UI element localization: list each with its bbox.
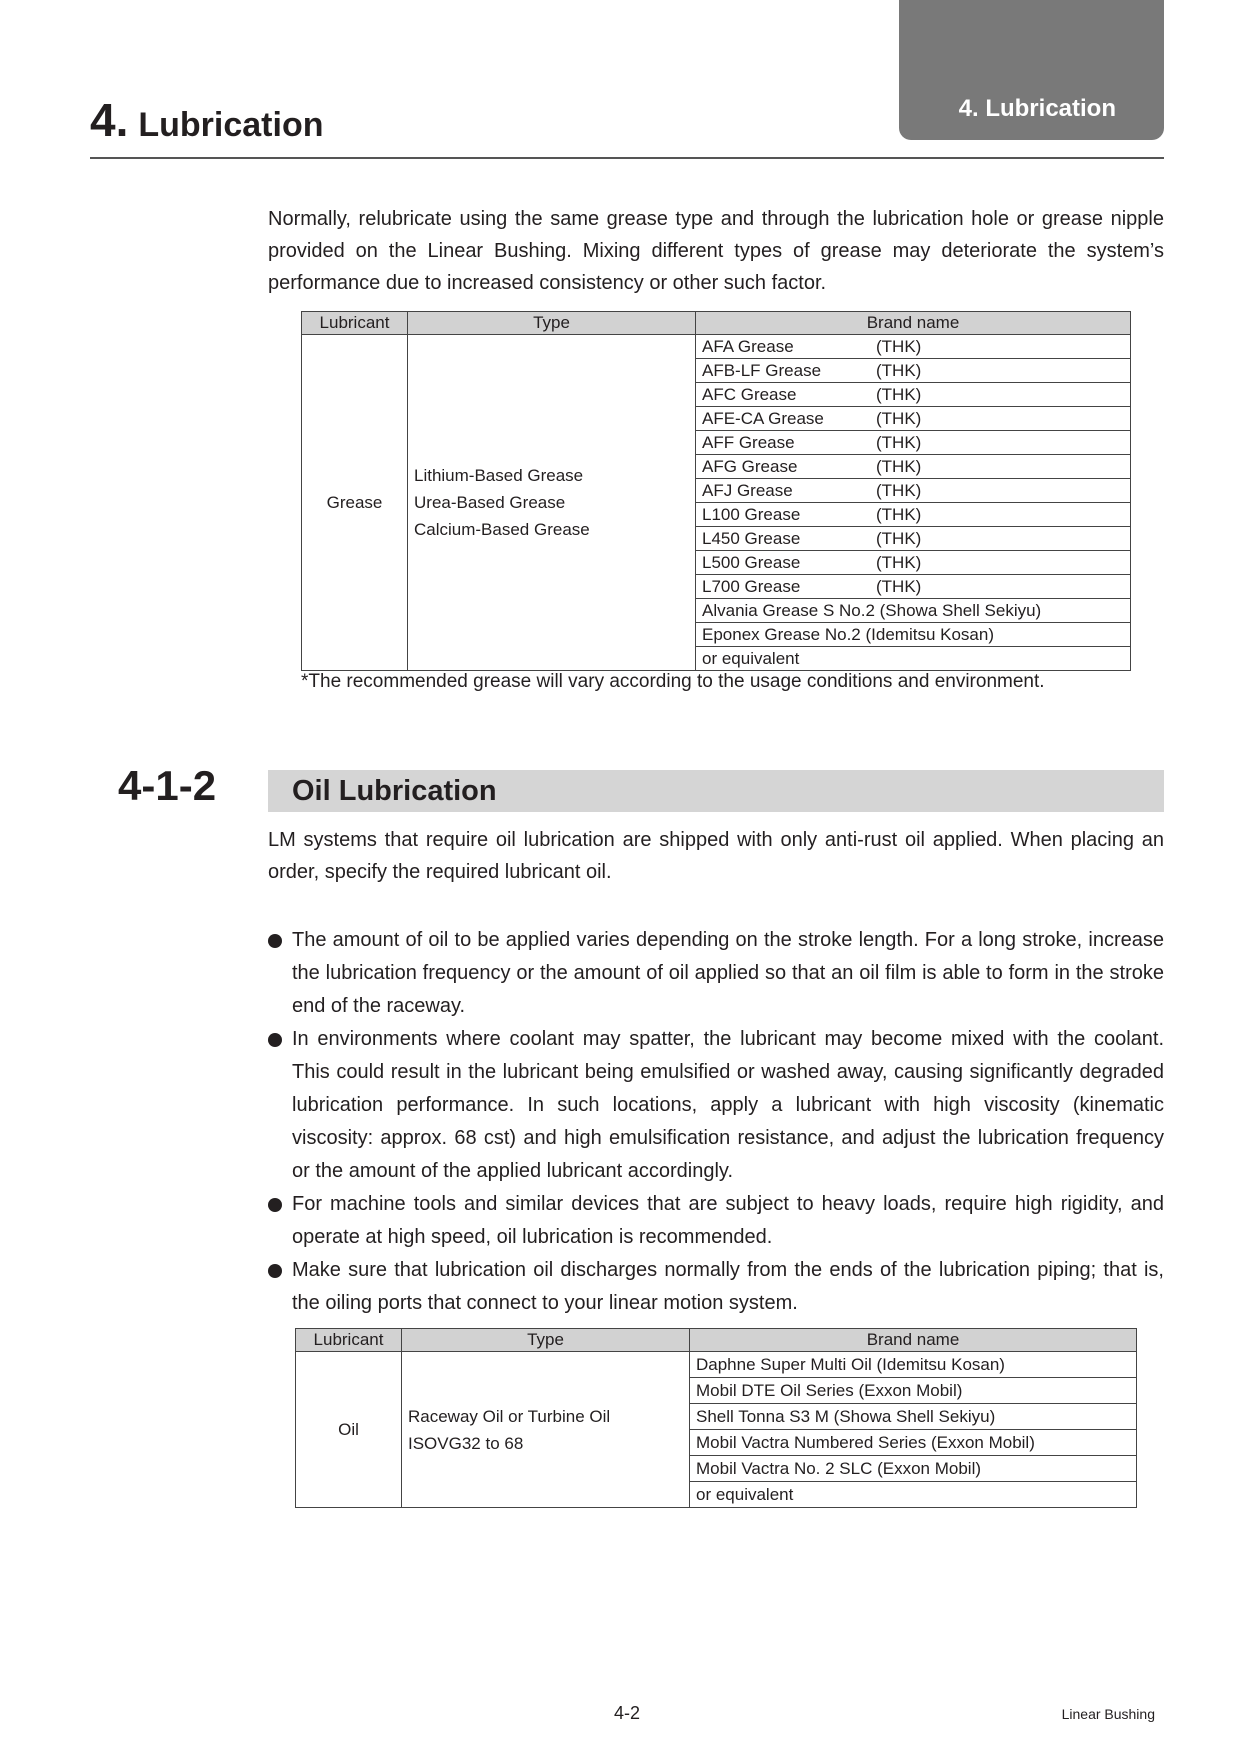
brand-name: AFB-LF Grease [702, 360, 822, 380]
brand-cell: Mobil Vactra No. 2 SLC (Exxon Mobil) [690, 1456, 1137, 1482]
grease-table-header-row [302, 312, 1131, 335]
section-number: 4-1-2 [118, 762, 217, 809]
oil-table-body [296, 1352, 1137, 1508]
brand-name: L450 Grease [702, 528, 801, 548]
brand-cell [696, 407, 1131, 431]
bullet-dot-icon [268, 1033, 282, 1047]
table-row [302, 335, 1131, 359]
brand-cell [696, 431, 1131, 455]
oil-paragraph: LM systems that require oil lubrication are shipped with only anti-rust oil applied. When placing an order, specify the required lubricant oil. [268, 829, 1164, 883]
grease-type: Lithium-Based Grease [414, 466, 584, 485]
list-item [268, 1188, 1164, 1254]
oil-type-cell [402, 1352, 690, 1508]
brand-name: AFF Grease [702, 432, 795, 452]
bullet-dot-icon [268, 934, 282, 948]
brand-cell: Mobil DTE Oil Series (Exxon Mobil) [690, 1378, 1137, 1404]
brand-cell [696, 599, 1131, 623]
brand-cell [696, 575, 1131, 599]
brand-maker: (THK) [876, 480, 922, 500]
brand-cell [696, 503, 1131, 527]
oil-bullet-list [268, 924, 1164, 1320]
brand-maker: (THK) [876, 576, 922, 596]
bullet-dot-icon [268, 1264, 282, 1278]
chapter-tab-label: 4. Lubrication [958, 95, 1116, 122]
brand-name: Eponex Grease No.2 (Idemitsu Kosan) [702, 624, 994, 644]
brand-name: Alvania Grease S No.2 (Showa Shell Sekiyu) [702, 600, 1042, 620]
section-title: Oil Lubrication [292, 775, 497, 807]
oil-header-lubricant: Lubricant [296, 1329, 402, 1352]
brand-cell: Mobil Vactra Numbered Series (Exxon Mobil) [690, 1430, 1137, 1456]
section-heading-bar [268, 770, 1164, 812]
chapter-title [90, 93, 323, 147]
bullet-text: Make sure that lubrication oil discharges normally from the ends of the lubrication piping; that is, the oiling ports that connect to your linear motion system. [292, 1259, 1164, 1314]
grease-header-brand: Brand name [696, 312, 1131, 335]
grease-table-body [302, 335, 1131, 671]
brand-maker: (THK) [876, 360, 922, 380]
brand-name: AFJ Grease [702, 480, 793, 500]
oil-header-type: Type [402, 1329, 690, 1352]
bullet-text: The amount of oil to be applied varies depending on the stroke length. For a long stroke, increase the lubrication frequency or the amount of oil applied so that an oil film is able to form in the stroke end of the raceway. [292, 929, 1164, 1017]
document-name: Linear Bushing [1061, 1706, 1155, 1722]
brand-cell [696, 623, 1131, 647]
oil-table-header-row [296, 1329, 1137, 1352]
brand-maker: (THK) [876, 528, 922, 548]
brand-name: AFG Grease [702, 456, 798, 476]
table-row [296, 1352, 1137, 1378]
brand-maker: (THK) [876, 432, 922, 452]
brand-cell: Daphne Super Multi Oil (Idemitsu Kosan) [690, 1352, 1137, 1378]
brand-cell [696, 647, 1131, 671]
brand-maker: (THK) [876, 384, 922, 404]
oil-type: ISOVG32 to 68 [408, 1433, 524, 1453]
page-number: 4-2 [614, 1703, 641, 1723]
grease-footnote: *The recommended grease will vary according to the usage conditions and environment. [301, 671, 1045, 692]
grease-type: Calcium-Based Grease [414, 520, 590, 539]
brand-cell: Shell Tonna S3 M (Showa Shell Sekiyu) [690, 1404, 1137, 1430]
brand-cell [696, 479, 1131, 503]
list-item [268, 1254, 1164, 1320]
bullet-dot-icon [268, 1198, 282, 1212]
chapter-number: 4. [90, 94, 129, 146]
brand-cell [696, 359, 1131, 383]
brand-name: AFC Grease [702, 384, 797, 404]
brand-cell [696, 335, 1131, 359]
brand-cell [696, 527, 1131, 551]
grease-table [301, 311, 1131, 671]
brand-cell [696, 551, 1131, 575]
grease-type: Urea-Based Grease [414, 493, 566, 512]
bullet-text: In environments where coolant may spatter, the lubricant may become mixed with the coolant. This could result in the lubricant being emulsified or washed away, causing significantly degraded lubrication performance. In such locations, apply a lubricant with high viscosity (kinematic viscosity: approx. 68 cst) and high emulsification resistance, and adjust the lubrication frequency or the amount of the applied lubricant accordingly. [292, 1028, 1164, 1182]
brand-maker: (THK) [876, 336, 922, 356]
brand-name: AFA Grease [702, 336, 794, 356]
brand-maker: (THK) [876, 552, 922, 572]
grease-header-type: Type [408, 312, 696, 335]
intro-paragraph: Normally, relubricate using the same grease type and through the lubrication hole or grease nipple provided on the Linear Bushing. Mixing different types of grease may deteriorate the system’s performance due to increased consistency or other such factor. [268, 208, 1164, 294]
brand-cell: or equivalent [690, 1482, 1137, 1508]
chapter-title-text: Lubrication [138, 106, 324, 144]
oil-lubricant-cell: Oil [296, 1352, 402, 1508]
brand-name: L700 Grease [702, 576, 801, 596]
oil-header-brand: Brand name [690, 1329, 1137, 1352]
list-item [268, 924, 1164, 1023]
grease-header-lubricant: Lubricant [302, 312, 408, 335]
brand-name: AFE-CA Grease [702, 408, 824, 428]
grease-lubricant-cell: Grease [302, 335, 408, 671]
brand-maker: (THK) [876, 456, 922, 476]
chapter-tab [899, 0, 1164, 140]
list-item [268, 1023, 1164, 1188]
brand-name: L500 Grease [702, 552, 801, 572]
brand-name: L100 Grease [702, 504, 801, 524]
brand-name: or equivalent [702, 648, 800, 668]
oil-table [295, 1328, 1137, 1508]
brand-maker: (THK) [876, 504, 922, 524]
brand-maker: (THK) [876, 408, 922, 428]
bullet-text: For machine tools and similar devices that are subject to heavy loads, require high rigidity, and operate at high speed, oil lubrication is recommended. [292, 1193, 1164, 1248]
grease-type-cell [408, 335, 696, 671]
brand-cell [696, 383, 1131, 407]
title-rule [90, 157, 1164, 159]
brand-cell [696, 455, 1131, 479]
oil-type: Raceway Oil or Turbine Oil [408, 1406, 611, 1426]
